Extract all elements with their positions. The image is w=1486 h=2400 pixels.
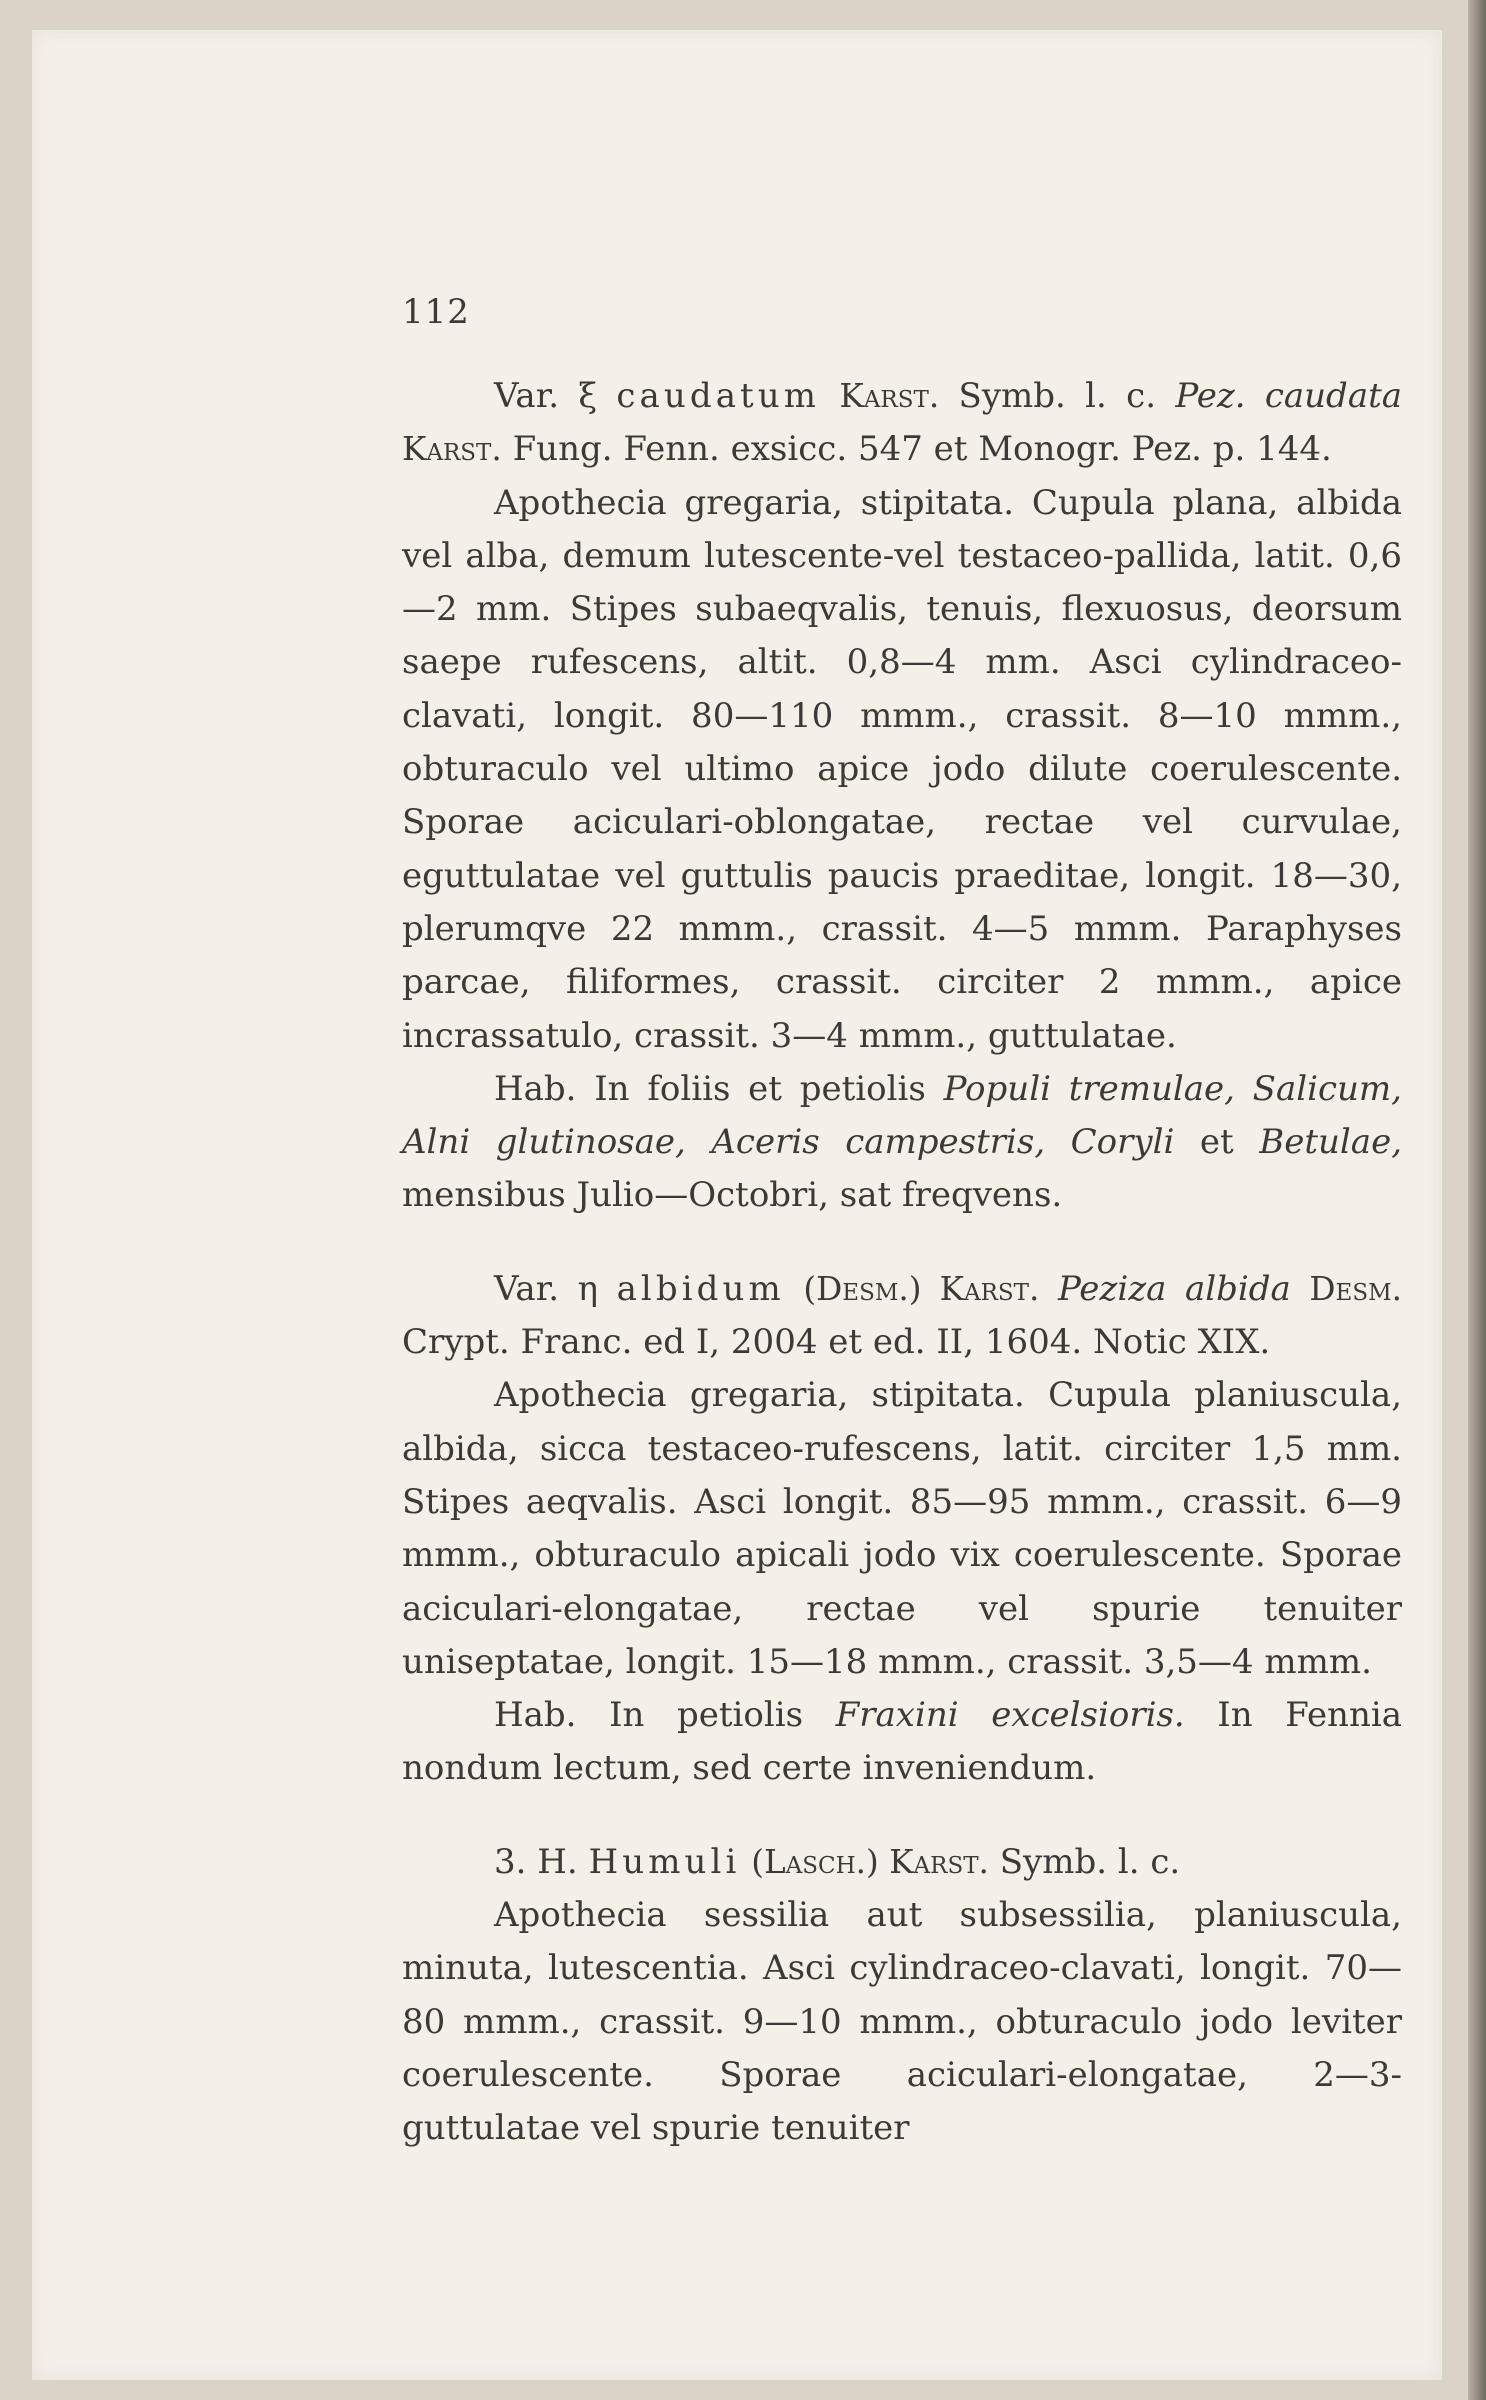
species-heading — [402, 1836, 1402, 1889]
author-name: (Desm.) Karst. — [803, 1269, 1040, 1308]
species-name: Humuli — [588, 1841, 741, 1882]
variety-name: albidum — [616, 1268, 785, 1309]
synonym-name: Peziza albida — [1057, 1268, 1291, 1309]
page-text — [402, 370, 1402, 2156]
habitat-suffix: mensibus Julio—Octobri, sat freqvens. — [402, 1175, 1063, 1216]
author-name: (Lasch.) Karst. — [751, 1842, 989, 1881]
variety-name: caudatum — [616, 376, 821, 416]
conjunction-text: et — [1199, 1122, 1234, 1163]
habitat-suffix: In Fennia nondum lectum, sed certe inveniendum. — [402, 1695, 1403, 1789]
host-taxa: Betulae, — [1259, 1122, 1403, 1163]
habitat-prefix: Hab. In petiolis — [494, 1695, 804, 1736]
author-name: Karst. — [839, 377, 940, 415]
variety-label: Var. ξ — [494, 376, 598, 416]
habitat-prefix: Hab. In foliis et petiolis — [494, 1068, 926, 1109]
variety-heading — [402, 370, 1402, 477]
habitat-paragraph — [402, 1689, 1402, 1796]
variety-heading — [402, 1263, 1402, 1370]
reference-text: Symb. l. c. — [999, 1841, 1181, 1882]
habitat-paragraph — [402, 1063, 1402, 1223]
host-taxa: Populi tremulae, Salicum, Alni glutinosae, Aceris campestris, Coryli — [402, 1068, 1402, 1163]
author-name: Desm. — [1309, 1269, 1402, 1308]
author-name: Karst. — [402, 430, 502, 469]
book-spine-shadow — [1468, 0, 1486, 2400]
book-page — [32, 30, 1442, 2380]
synonym-name: Pez. caudata — [1175, 376, 1403, 416]
variety-label: Var. η — [494, 1268, 598, 1309]
description-paragraph: Apothecia gregaria, stipitata. Cupula plana, albida vel alba, demum lutescente-vel testaceo-pallida, latit. 0,6—2 mm. Stipes subaeqvalis, tenuis, flexuosus, deorsum saepe rufescens, altit. 0,8—4 mm. Asci cylindraceo-clavati, longit. 80—110 mmm., crassit. 8—10 mmm., obturaculo vel ultimo apice jodo dilute coerulescente. Sporae aciculari-oblongatae, rectae vel curvulae, eguttulatae vel guttulis paucis praeditae, longit. 18—30, plerumqve 22 mmm., crassit. 4—5 mmm. Paraphyses parcae, filiformes, crassit. circiter 2 mmm., apice incrassatulo, crassit. 3—4 mmm., guttulatae. — [402, 482, 1402, 1056]
description-paragraph: Apothecia sessilia aut subsessilia, planiuscula, minuta, lutescentia. Asci cylindraceo-clavati, longit. 70—80 mmm., crassit. 9—10 mmm., obturaculo jodo leviter coerulescente. Sporae aciculari-elongatae, 2—3-guttulatae vel spurie tenuiter — [402, 1895, 1402, 2149]
host-taxa: Fraxini excelsioris. — [835, 1695, 1185, 1736]
species-number: 3. H. — [494, 1841, 578, 1882]
reference-text: Fung. Fenn. exsicc. 547 et Monogr. Pez. p. 144. — [512, 429, 1332, 470]
description-paragraph: Apothecia gregaria, stipitata. Cupula planiuscula, albida, sicca testaceo-rufescens, latit. circiter 1,5 mm. Stipes aeqvalis. Asci longit. 85—95 mmm., crassit. 6—9 mmm., obturaculo apicali jodo vix coerulescente. Sporae aciculari-elongatae, rectae vel spurie tenuiter uniseptatae, longit. 15—18 mmm., crassit. 3,5—4 mmm. — [402, 1375, 1402, 1682]
reference-text: Crypt. Franc. ed I, 2004 et ed. II, 1604. Notic XIX. — [402, 1322, 1271, 1363]
page-number: 112 — [402, 292, 470, 332]
reference-text: Symb. l. c. — [958, 376, 1157, 416]
